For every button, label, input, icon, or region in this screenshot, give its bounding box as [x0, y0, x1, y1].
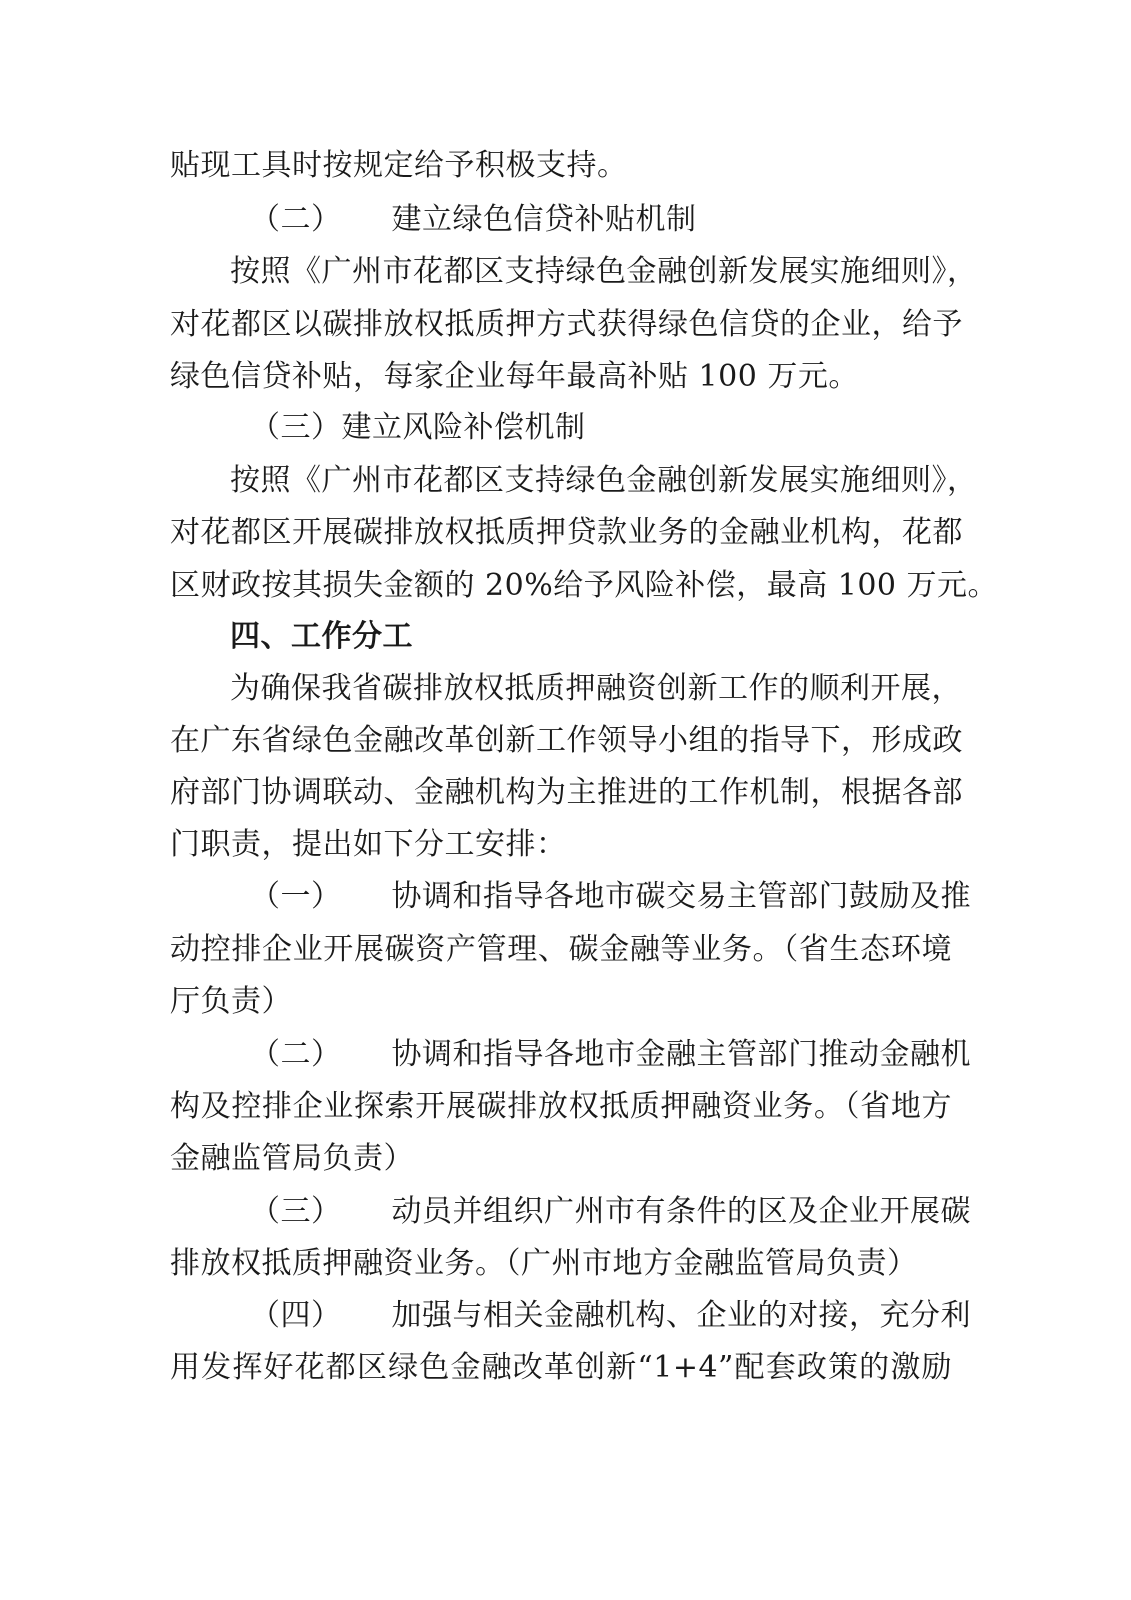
- list-item-text: 协调和指导各地市金融主管部门推动金融机: [391, 1037, 971, 1072]
- list-item-text: 加强与相关金融机构、企业的对接，充分利: [391, 1298, 971, 1333]
- subheading-number: （二）: [250, 202, 342, 237]
- text-line: 在广东省绿色金融改革创新工作领导小组的指导下，形成政: [170, 723, 963, 758]
- text-line: 按照《广州市花都区支持绿色金融创新发展实施细则》，: [230, 463, 978, 498]
- text-line: 用发挥好花都区绿色金融改革创新“1+4”配套政策的激励: [170, 1350, 952, 1385]
- text-line: 按照《广州市花都区支持绿色金融创新发展实施细则》，: [230, 254, 978, 289]
- text-line: 府部门协调联动、金融机构为主推进的工作机制，根据各部: [170, 775, 963, 810]
- text-line: 门职责，提出如下分工安排：: [170, 827, 567, 862]
- list-item-number: （四）: [250, 1298, 342, 1333]
- list-item-number: （二）: [250, 1037, 342, 1072]
- text-line: 构及控排企业探索开展碳排放权抵质押融资业务。（省地方: [170, 1089, 952, 1124]
- list-item-4-first-line: [250, 1296, 971, 1336]
- list-item-number: （一）: [250, 879, 342, 914]
- text-line: 排放权抵质押融资业务。（广州市地方金融监管局负责）: [170, 1246, 918, 1281]
- list-item-2-first-line: [250, 1035, 971, 1075]
- text-line: 动控排企业开展碳资产管理、碳金融等业务。（省生态环境: [170, 932, 952, 967]
- subheading-text: 建立绿色信贷补贴机制: [391, 202, 697, 237]
- list-item-number: （三）: [250, 1194, 342, 1229]
- text-line: 区财政按其损失金额的 20%给予风险补偿，最高 100 万元。: [170, 568, 999, 603]
- list-item-text: 动员并组织广州市有条件的区及企业开展碳: [391, 1194, 971, 1229]
- section-heading-work-division: 四、工作分工: [230, 619, 413, 654]
- subheading-establish-green-credit-subsidy: [250, 200, 952, 240]
- text-line: 贴现工具时按规定给予积极支持。: [170, 148, 628, 183]
- text-line: 金融监管局负责）: [170, 1141, 414, 1176]
- list-item-text: 协调和指导各地市碳交易主管部门鼓励及推: [391, 879, 971, 914]
- subheading-risk-compensation: （三）建立风险补偿机制: [250, 410, 586, 445]
- text-line: 为确保我省碳排放权抵质押融资创新工作的顺利开展，: [230, 671, 962, 706]
- text-line: 绿色信贷补贴，每家企业每年最高补贴 100 万元。: [170, 359, 859, 394]
- list-item-1-first-line: [250, 877, 971, 917]
- list-item-3-first-line: [250, 1192, 971, 1232]
- text-line: 对花都区以碳排放权抵质押方式获得绿色信贷的企业，给予: [170, 307, 963, 342]
- text-line: 厅负责）: [170, 984, 292, 1019]
- text-line: 对花都区开展碳排放权抵质押贷款业务的金融业机构，花都: [170, 515, 963, 550]
